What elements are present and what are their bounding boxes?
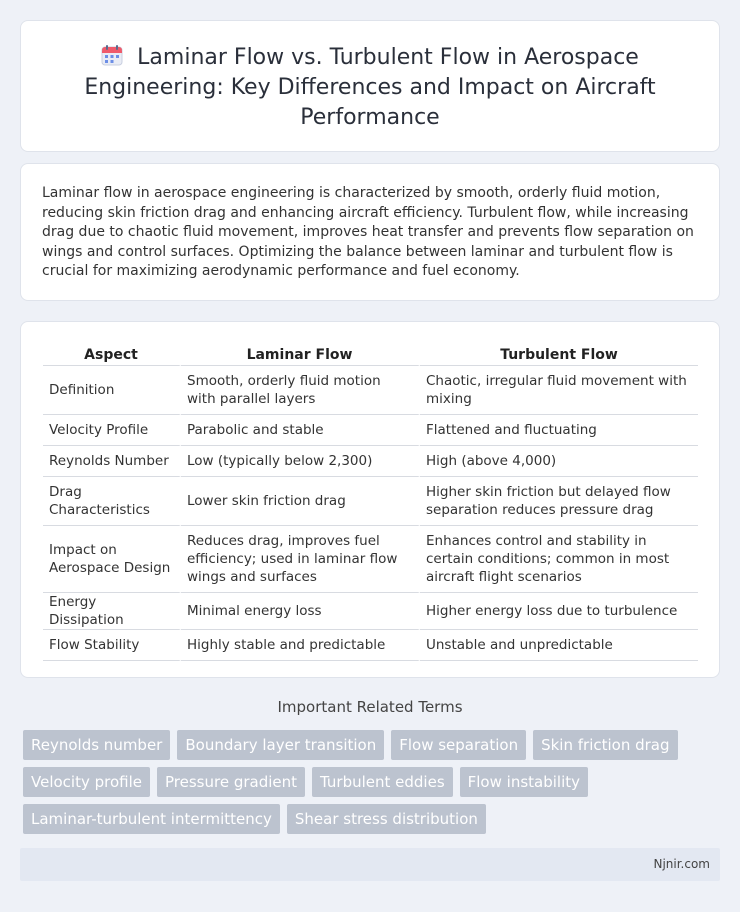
comparison-table-card xyxy=(20,321,720,678)
cell-laminar: Minimal energy loss xyxy=(181,593,420,630)
cell-turbulent: Higher skin friction but delayed flow separation reduces pressure drag xyxy=(420,477,698,526)
page-title xyxy=(61,43,679,133)
comparison-table xyxy=(43,340,698,661)
cell-laminar: Reduces drag, improves fuel efficiency; used in laminar flow wings and surfaces xyxy=(181,526,420,593)
cell-aspect: Drag Characteristics xyxy=(43,477,181,526)
cell-turbulent: Higher energy loss due to turbulence xyxy=(420,593,698,630)
tag-velocity-profile[interactable]: Velocity profile xyxy=(23,767,150,797)
table-row xyxy=(43,366,698,415)
table-row xyxy=(43,415,698,446)
table-row xyxy=(43,630,698,661)
tag-flow-instability[interactable]: Flow instability xyxy=(460,767,588,797)
related-terms-heading: Important Related Terms xyxy=(277,698,463,716)
cell-turbulent: Unstable and unpredictable xyxy=(420,630,698,661)
cell-laminar: Parabolic and stable xyxy=(181,415,420,446)
tag-flow-separation[interactable]: Flow separation xyxy=(391,730,526,760)
cell-aspect: Definition xyxy=(43,366,181,415)
tag-laminar-turbulent-intermittency[interactable]: Laminar-turbulent intermittency xyxy=(23,804,280,834)
tag-skin-friction-drag[interactable]: Skin friction drag xyxy=(533,730,677,760)
header-laminar: Laminar Flow xyxy=(181,340,420,366)
cell-aspect: Energy Dissipation xyxy=(43,593,181,630)
tag-pressure-gradient[interactable]: Pressure gradient xyxy=(157,767,305,797)
header-turbulent: Turbulent Flow xyxy=(420,340,698,366)
tag-row xyxy=(23,767,723,797)
cell-laminar: Highly stable and predictable xyxy=(181,630,420,661)
tag-reynolds-number[interactable]: Reynolds number xyxy=(23,730,170,760)
summary-text: Laminar flow in aerospace engineering is characterized by smooth, orderly fluid motion, reducing skin friction drag and enhancing aircraft efficiency. Turbulent flow, while increasing drag due to chaotic fluid movement, improves heat transfer and prevents flow separation on wings and control surfaces. Optimizing the balance between laminar and turbulent flow is crucial for maximizing aerodynamic performance and fuel economy. xyxy=(42,185,694,279)
calendar-icon xyxy=(101,44,123,66)
tag-shear-stress-distribution[interactable]: Shear stress distribution xyxy=(287,804,486,834)
cell-turbulent: Enhances control and stability in certain conditions; common in most aircraft flight scenarios xyxy=(420,526,698,593)
cell-aspect: Reynolds Number xyxy=(43,446,181,477)
table-row xyxy=(43,477,698,526)
table-row xyxy=(43,446,698,477)
tag-row xyxy=(23,730,723,760)
summary-card xyxy=(20,163,720,301)
table-row xyxy=(43,593,698,630)
cell-laminar: Lower skin friction drag xyxy=(181,477,420,526)
cell-turbulent: High (above 4,000) xyxy=(420,446,698,477)
header-aspect: Aspect xyxy=(43,340,181,366)
title-card xyxy=(20,20,720,152)
cell-laminar: Low (typically below 2,300) xyxy=(181,446,420,477)
cell-aspect: Impact on Aerospace Design xyxy=(43,526,181,593)
related-terms-tags xyxy=(23,730,723,841)
cell-aspect: Flow Stability xyxy=(43,630,181,661)
cell-aspect: Velocity Profile xyxy=(43,415,181,446)
footer xyxy=(20,848,720,881)
cell-turbulent: Flattened and fluctuating xyxy=(420,415,698,446)
table-row xyxy=(43,526,698,593)
footer-site-link[interactable]: Njnir.com xyxy=(653,857,710,871)
tag-row xyxy=(23,804,723,834)
tag-turbulent-eddies[interactable]: Turbulent eddies xyxy=(312,767,453,797)
tag-boundary-layer-transition[interactable]: Boundary layer transition xyxy=(177,730,384,760)
title-text: Laminar Flow vs. Turbulent Flow in Aerospace Engineering: Key Differences and Impact on Aircraft Performance xyxy=(84,45,656,130)
table-header-row xyxy=(43,340,698,366)
cell-turbulent: Chaotic, irregular fluid movement with mixing xyxy=(420,366,698,415)
cell-laminar: Smooth, orderly fluid motion with parallel layers xyxy=(181,366,420,415)
